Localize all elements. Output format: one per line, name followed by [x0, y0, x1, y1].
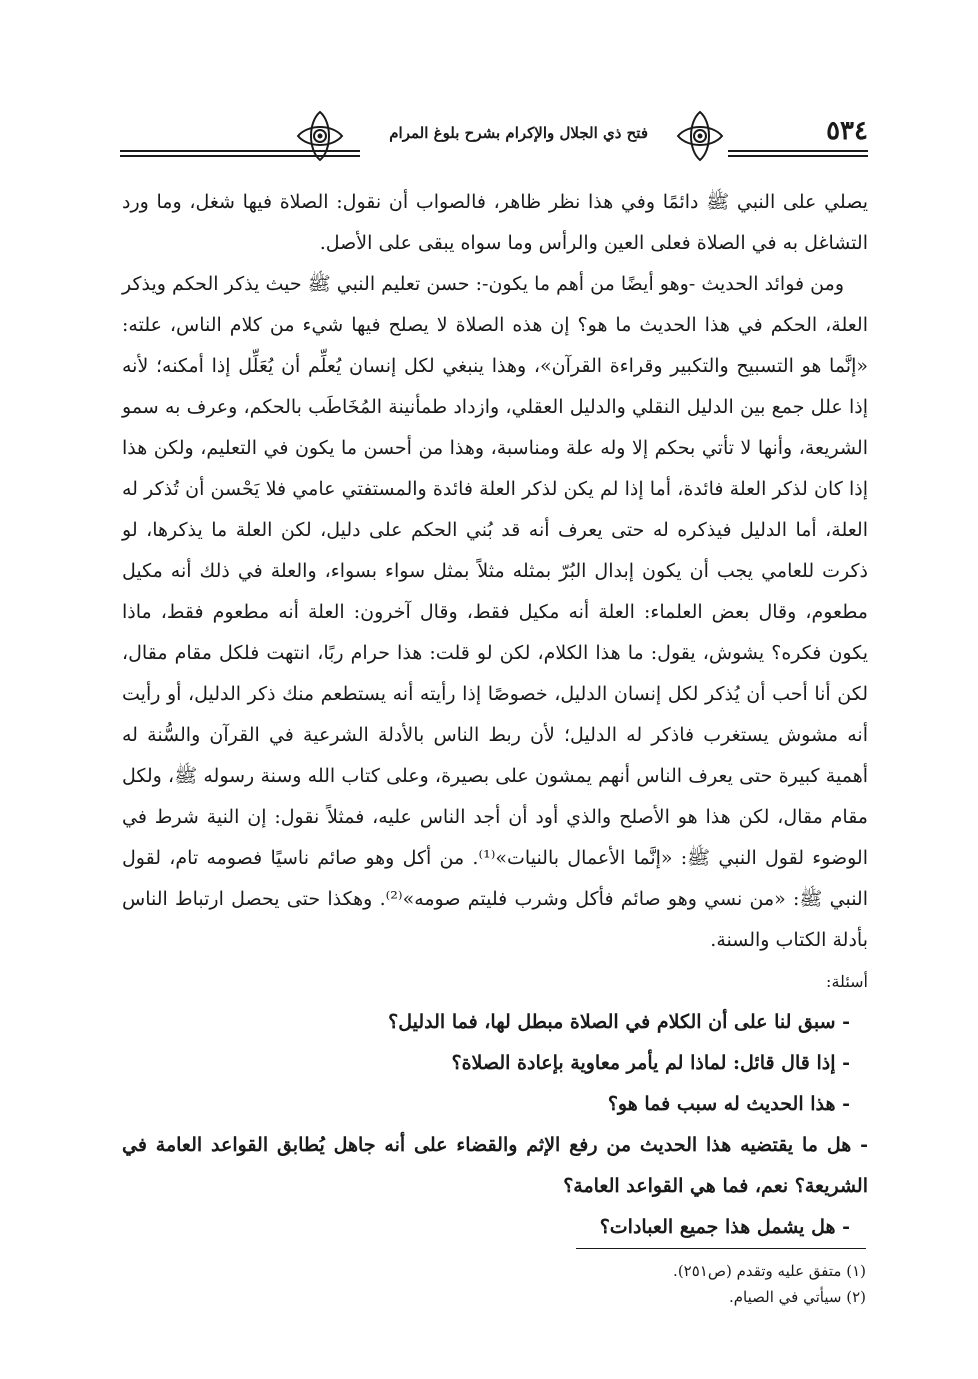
question-item: - هذا الحديث له سبب فما هو؟ — [607, 1093, 850, 1115]
question-item: - هل ما يقتضيه هذا الحديث من رفع الإثم والقضاء على أنه جاهل يُطابق القواعد العامة في الشريعة؟ نعم، فما هي القواعد العامة؟ — [122, 1134, 868, 1197]
footnote: (٢) سيأتي في الصيام. — [729, 1288, 866, 1306]
main-text — [122, 182, 868, 1248]
ornament-icon — [672, 108, 728, 164]
paragraph: ومن فوائد الحديث -وهو أيضًا من أهم ما يكون-: حسن تعليم النبي ﷺ حيث يذكر الحكم ويذكر العلة، الحكم في هذا الحديث ما هو؟ إن هذه الصلاة لا يصلح فيها شيء من كلام الناس، علته: «إنَّما هو التسبيح والتكبير وقراءة القرآن»، وهذا ينبغي لكل إنسان يُعلِّم أن يُعَلِّل إذا أمكنه؛ لأنه إذا علل جمع بين الدليل النقلي والدليل العقلي، وازداد طمأنينة المُخَاطَب بالحكم، وعرف به سمو الشريعة، وأنها لا تأتي بحكم إلا وله علة ومناسبة، وهذا من أحسن ما يكون في التعليم، ولكن هذا إذا كان لذكر العلة فائدة، أما إذا لم يكن لذكر العلة فائدة والمستفتي عامي فلا يَحْسن أن تُذكر له العلة، أما الدليل فيذكره له حتى يعرف أنه قد بُني الحكم على دليل، لكن العلة ما يذكرها، لو ذكرت للعامي يجب أن يكون إبدال البُرّ بمثله مثلاً بمثل سواء بسواء، والعلة في ذلك أنه مكيل مطعوم، وقال بعض العلماء: العلة أنه مكيل فقط، وقال آخرون: العلة أنه مطعوم فقط، ماذا يكون فكره؟ يشوش، يقول: ما هذا الكلام، لكن لو قلت: هذا حرام ربًا، انتهت فلكل مقام مقال، لكن أنا أحب أن يُذكر لكل إنسان الدليل، خصوصًا إذا رأيته أنه يستطعم منك ذكر الدليل، أو رأيت أنه مشوش يستغرب فاذكر له الدليل؛ لأن ربط الناس بالأدلة الشرعية في القرآن والسُّنة له أهمية كبيرة حتى يعرف الناس أنهم يمشون على بصيرة، وعلى كتاب الله وسنة رسوله ﷺ، ولكل مقام مقال، لكن هذا هو الأصلح والذي أود أن أجد الناس عليه، فمثلاً نقول: إن النية شرط في الوضوء لقول النبي ﷺ: «إنَّما الأعمال بالنيات»⁽¹⁾. من أكل وهو صائم ناسيًا فصومه تام، لقول النبي ﷺ: «من نسي وهو صائم فأكل وشرب فليتم صومه»⁽²⁾. وهكذا حتى يحصل ارتباط الناس بأدلة الكتاب والسنة. — [122, 273, 869, 951]
page-number: ٥٣٤ — [826, 116, 868, 146]
question-item: - سبق لنا على أن الكلام في الصلاة مبطل لها، فما الدليل؟ — [388, 1011, 850, 1033]
footnotes — [466, 1258, 866, 1310]
running-header — [120, 108, 868, 188]
footnote: (١) متفق عليه وتقدم (ص٢٥١). — [673, 1262, 866, 1280]
header-rule — [728, 155, 868, 157]
question-item: - هل يشمل هذا جميع العبادات؟ — [599, 1216, 850, 1238]
footnote-separator — [576, 1248, 866, 1249]
questions-heading: أسئلة: — [826, 972, 868, 991]
paragraph: يصلي على النبي ﷺ دائمًا وفي هذا نظر ظاهر، فالصواب أن نقول: الصلاة فيها شغل، وما ورد التشاغل به في الصلاة فعلى العين والرأس وما سواه يبقى على الأصل. — [122, 191, 868, 254]
question-item: - إذا قال قائل: لماذا لم يأمر معاوية بإعادة الصلاة؟ — [451, 1052, 850, 1074]
running-title: فتح ذي الجلال والإكرام بشرح بلوغ المرام — [389, 124, 648, 142]
header-rule — [728, 150, 868, 152]
ornament-icon — [292, 108, 348, 164]
